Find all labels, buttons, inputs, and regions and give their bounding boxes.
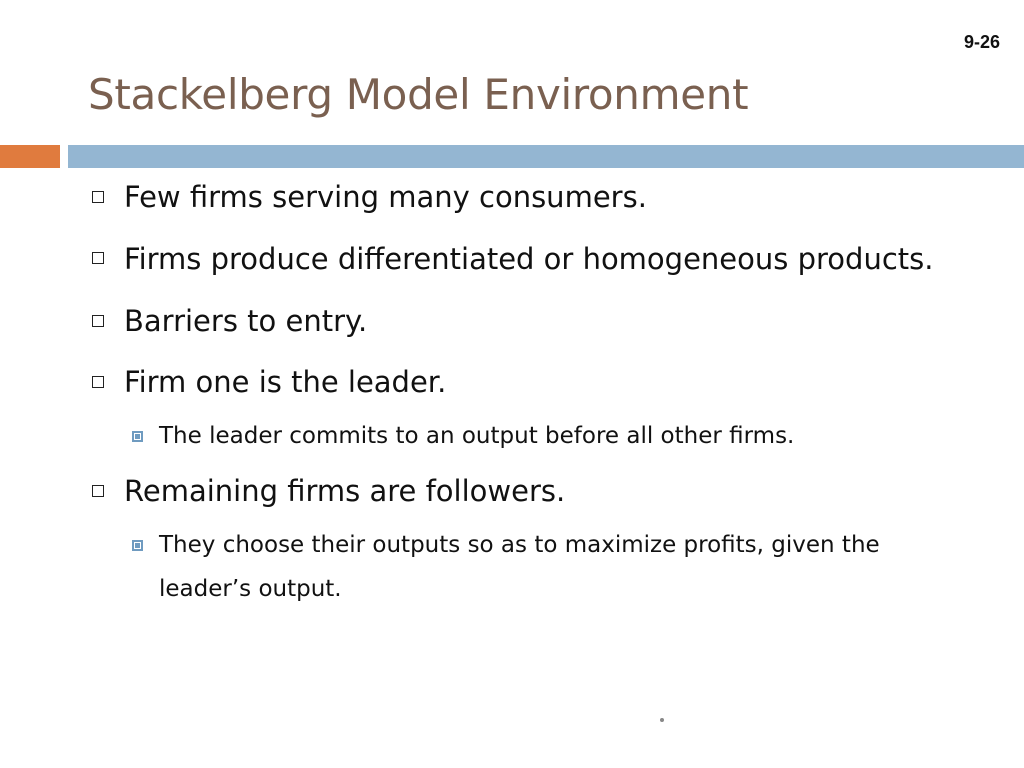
bullet-text: Few firms serving many consumers. (124, 180, 647, 214)
hollow-square-bullet-icon (92, 191, 104, 203)
slide-number: 9-26 (963, 32, 1000, 52)
bullet-item (88, 296, 968, 346)
stray-dot (660, 718, 664, 722)
sub-bullet-text: The leader commits to an output before all other firms. (159, 423, 795, 449)
bullet-text: Remaining firms are followers. (124, 474, 566, 508)
bullet-item (88, 233, 968, 285)
bullet-text: Firms produce differentiated or homogeneous products. (124, 242, 934, 276)
bullet-item (88, 172, 968, 222)
sub-bullet-text: They choose their outputs so as to maximize profits, given the leader’s output. (159, 532, 880, 602)
hollow-square-bullet-icon (92, 376, 104, 388)
hollow-square-bullet-icon (92, 252, 104, 264)
hollow-square-bullet-icon (92, 315, 104, 327)
sub-bullet-item (130, 523, 968, 611)
hollow-square-bullet-icon (92, 485, 104, 497)
sub-bullet-item (130, 414, 968, 458)
filled-square-bullet-icon (132, 431, 143, 442)
bullet-list (88, 172, 968, 619)
accent-bar-blue (68, 145, 1024, 168)
filled-square-bullet-icon (132, 540, 143, 551)
bullet-item (88, 466, 968, 516)
bullet-text: Barriers to entry. (124, 304, 368, 338)
bullet-item (88, 357, 968, 407)
bullet-text: Firm one is the leader. (124, 365, 447, 399)
accent-bar-orange (0, 145, 60, 168)
slide-title: Stackelberg Model Environment (88, 70, 749, 119)
